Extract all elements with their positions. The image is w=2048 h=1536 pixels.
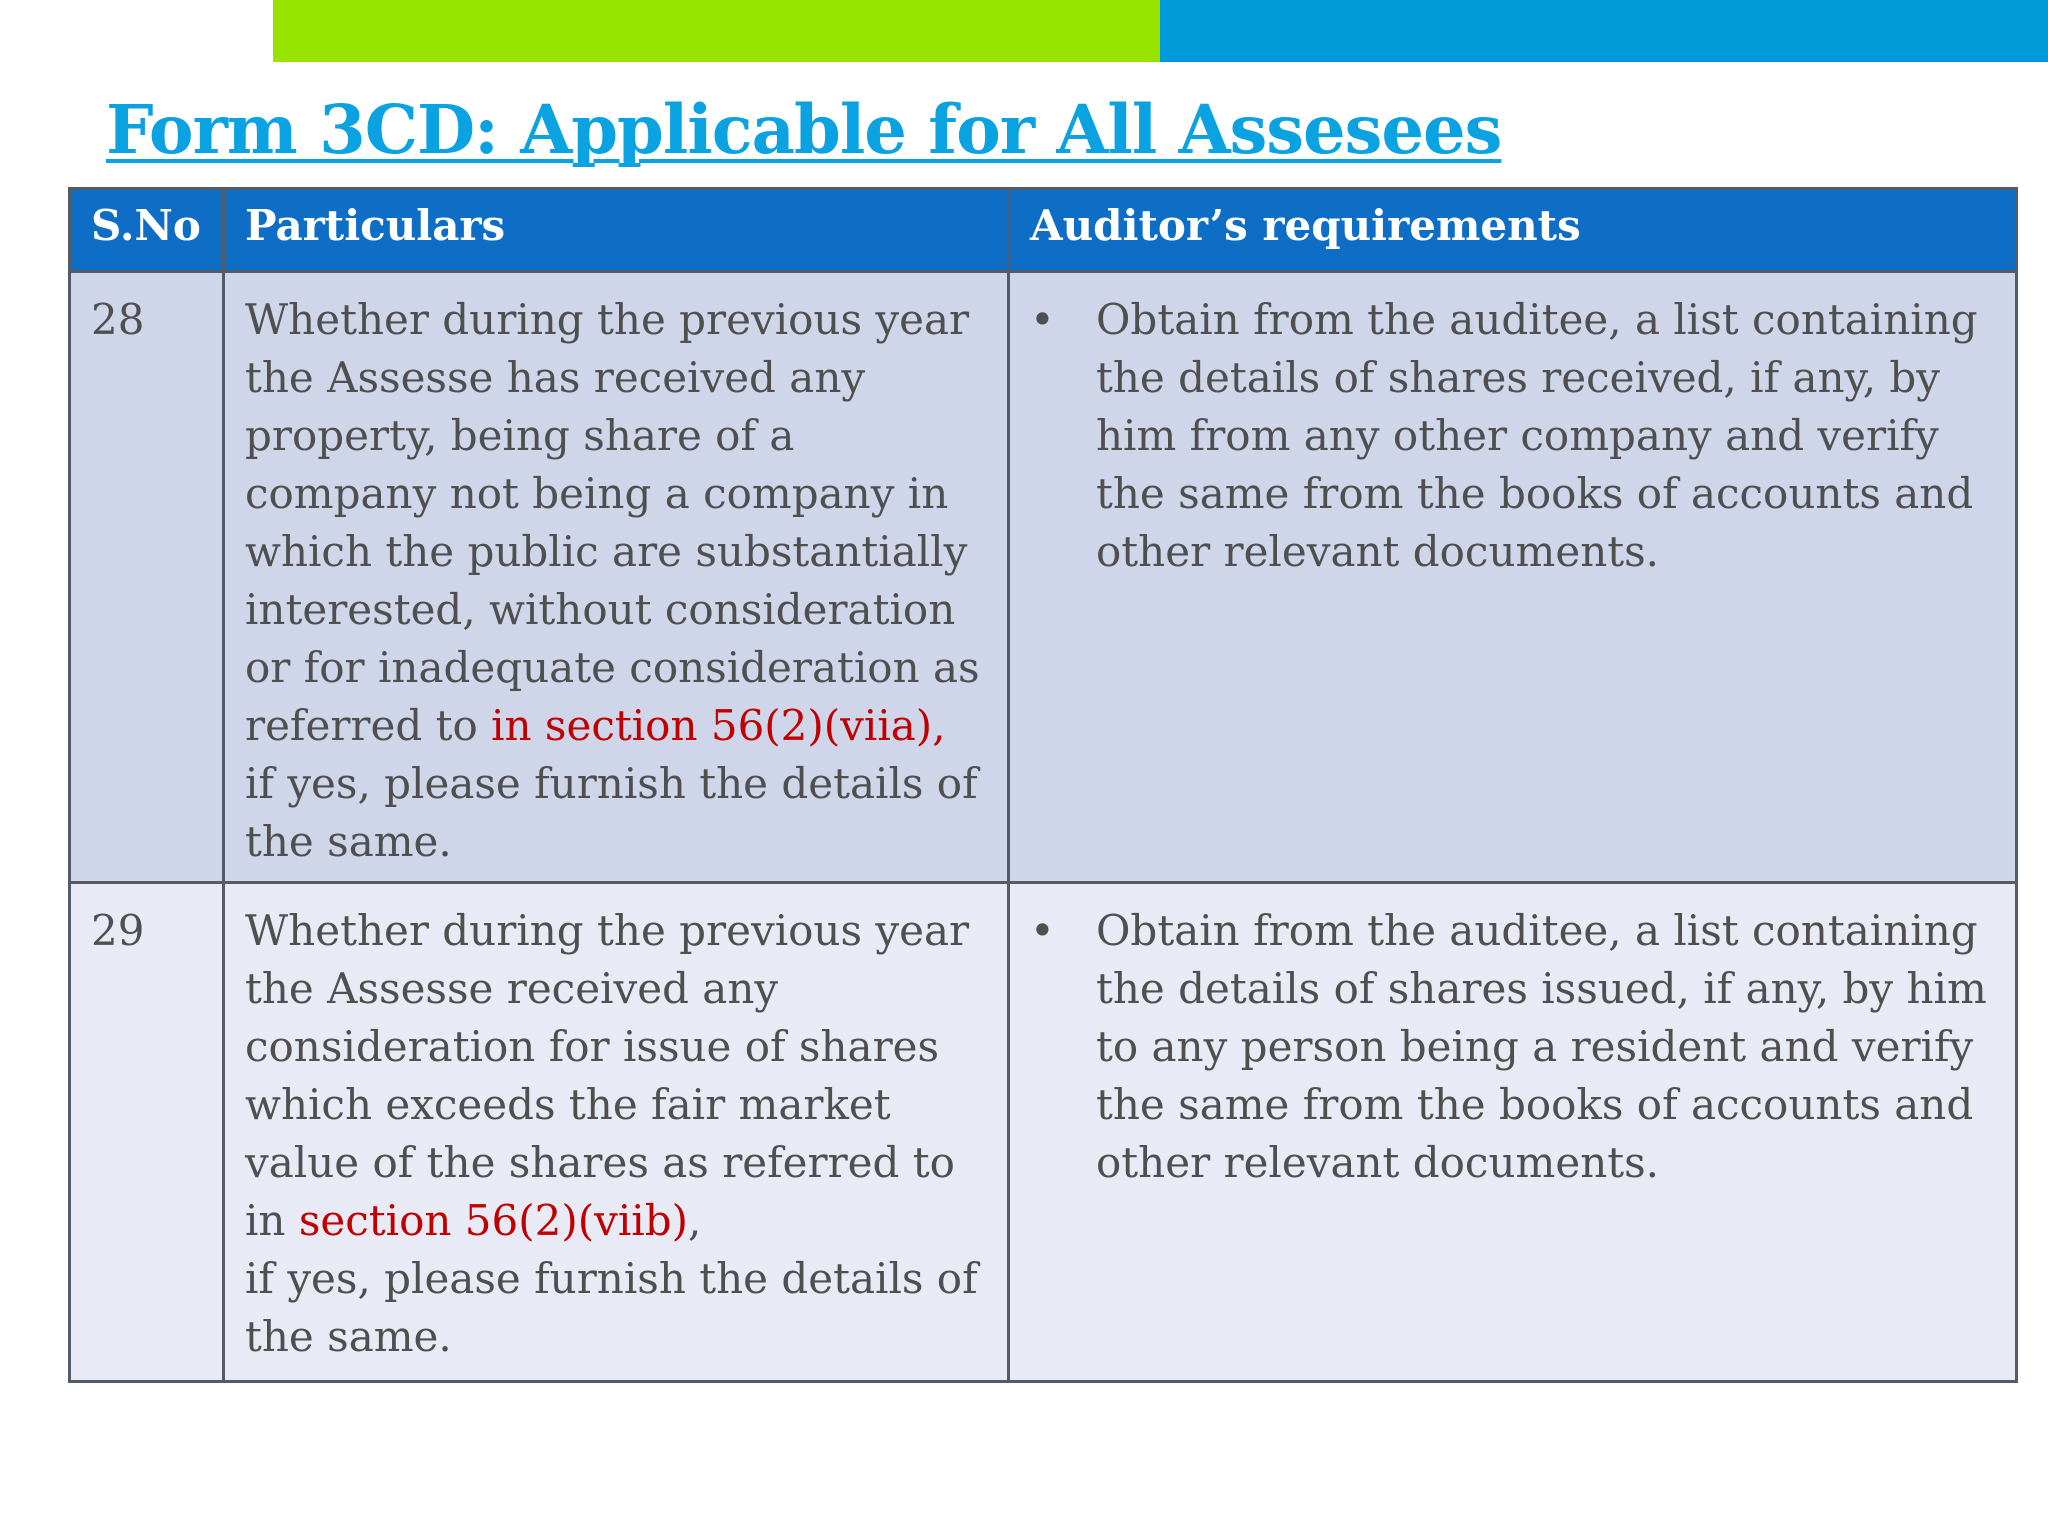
column-header-particulars: Particulars bbox=[224, 189, 1009, 272]
particulars-text-end: if yes, please furnish the details of the same. bbox=[245, 759, 978, 866]
section-reference: section 56(2)(viib) bbox=[298, 1196, 688, 1245]
cell-sno: 29 bbox=[70, 883, 224, 1382]
form-3cd-table bbox=[68, 187, 2018, 1383]
particulars-text: Whether during the previous year the Assesse received any consideration for issue of shares which exceeds the fair market value of the shares as referred to in bbox=[245, 906, 970, 1245]
cell-auditor-requirements bbox=[1009, 883, 2017, 1382]
requirement-text: Obtain from the auditee, a list containing the details of shares received, if any, by him from any other company and verify the same from the books of accounts and other relevant documents. bbox=[1096, 295, 1978, 576]
particulars-text: Whether during the previous year the Assesse has received any property, being share of a company not being a company in which the public are substantially interested, without consideration or for inadequate consideration as referred to bbox=[245, 295, 980, 750]
particulars-text-end: if yes, please furnish the details of the same. bbox=[245, 1254, 978, 1361]
particulars-comma: , bbox=[687, 1196, 702, 1245]
page-title: Form 3CD: Applicable for All Assesees bbox=[106, 90, 1502, 169]
requirement-item bbox=[1030, 902, 1995, 1192]
cell-sno: 28 bbox=[70, 272, 224, 883]
requirement-item bbox=[1030, 291, 1995, 581]
cell-particulars bbox=[224, 883, 1009, 1382]
section-reference: in section 56(2)(viia), bbox=[491, 701, 946, 750]
top-accent-bar-green bbox=[273, 0, 1160, 62]
bullet-icon: • bbox=[1030, 906, 1055, 955]
cell-particulars bbox=[224, 272, 1009, 883]
top-accent-bar-blue bbox=[1160, 0, 2048, 62]
table-row bbox=[70, 883, 2017, 1382]
bullet-icon: • bbox=[1030, 295, 1055, 344]
requirement-text: Obtain from the auditee, a list containing the details of shares issued, if any, by him to any person being a resident and verify the same from the books of accounts and other relevant documents. bbox=[1096, 906, 1987, 1187]
table-header-row bbox=[70, 189, 2017, 272]
column-header-sno: S.No bbox=[70, 189, 224, 272]
table-row bbox=[70, 272, 2017, 883]
column-header-auditor-requirements: Auditor’s requirements bbox=[1009, 189, 2017, 272]
cell-auditor-requirements bbox=[1009, 272, 2017, 883]
